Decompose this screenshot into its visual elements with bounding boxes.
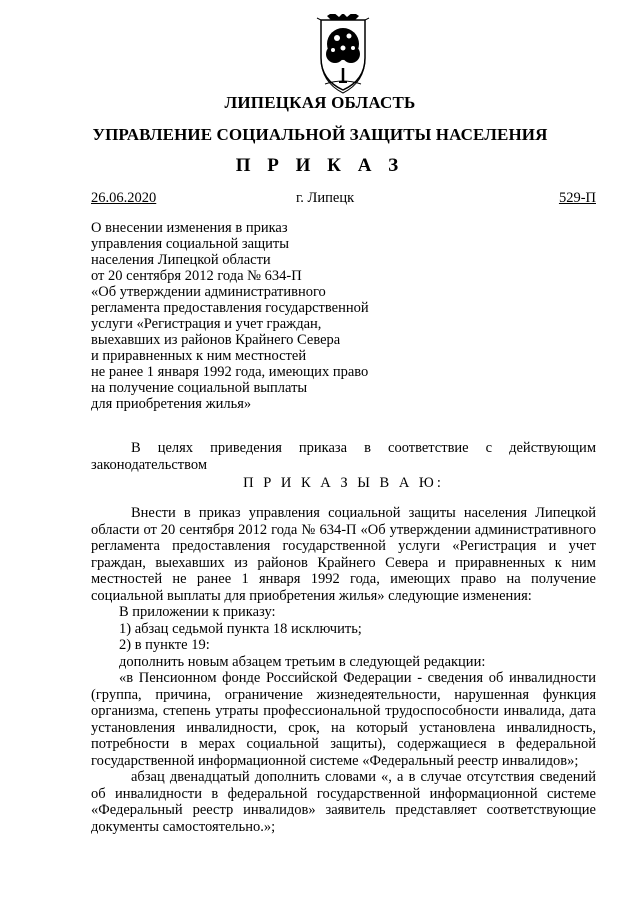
subject-line: населения Липецкой области xyxy=(91,252,271,268)
region-title: ЛИПЕЦКАЯ ОБЛАСТЬ xyxy=(224,93,416,112)
supplement-paragraph: дополнить новым абзацем третьим в следующей редакции: xyxy=(119,653,486,670)
twelfth-paragraph: абзац двенадцатый дополнить словами «, а в случае отсутствия сведений об инвалидности в федеральной государственной информационной системе «Федеральный реестр инвалидов» заявитель представляет соответствующие документы самостоятельно.»; xyxy=(91,769,596,835)
document-date: 26.06.2020 xyxy=(91,190,157,206)
order-word: П Р И К А З Ы В А Ю: xyxy=(243,475,444,491)
subject-line: и приравненных к ним местностей xyxy=(91,348,307,364)
document-city: г. Липецк xyxy=(296,190,355,206)
preamble-paragraph: В целях приведения приказа в соответствие с действующим законодательством xyxy=(91,440,596,473)
quote-paragraph: «в Пенсионном фонде Российской Федерации - сведения об инвалидности (группа, причина, ограничение жизнедеятельности, нарушенная функция организма, степень утраты профессиональной трудоспособности инвалида, дата установления инвалидности, срок, на который установлена инвалидность, потребности в мерах социальной защиты), содержащиеся в федеральной государственной информационной системе «Федеральный реестр инвалидов»; xyxy=(91,670,596,769)
subject-line: для приобретения жилья» xyxy=(91,396,252,412)
subject-line: на получение социальной выплаты xyxy=(91,380,308,396)
document-number: 529-П xyxy=(558,190,596,206)
order-subject xyxy=(91,220,431,412)
subject-line: регламента предоставления государственной xyxy=(91,300,369,316)
subject-line: О внесении изменения в приказ xyxy=(91,220,288,236)
subject-line: управления социальной защиты xyxy=(91,236,290,252)
main-paragraph: Внести в приказ управления социальной защиты населения Липецкой области от 20 сентября 2012 года № 634-П «Об утверждении административного регламента предоставления государственной услуги «Регистрация и учет граждан, выехавших из районов Крайнего Севера и приравненных к ним местностей не ранее 1 января 1992 года, имеющих право на получение социальной выплаты для приобретения жилья» следующие изменения: xyxy=(91,505,596,604)
item-2-paragraph: 2) в пункте 19: xyxy=(119,637,210,653)
subject-line: не ранее 1 января 1992 года, имеющих право xyxy=(91,364,369,380)
document-type: П Р И К А З xyxy=(235,155,405,176)
department-title: УПРАВЛЕНИЕ СОЦИАЛЬНОЙ ЗАЩИТЫ НАСЕЛЕНИЯ xyxy=(92,125,548,144)
subject-line: «Об утверждении административного xyxy=(91,284,326,300)
order-body xyxy=(91,505,596,835)
preamble-block xyxy=(91,440,596,492)
coat-of-arms-emblem xyxy=(315,14,371,94)
subject-line: от 20 сентября 2012 года № 634-П xyxy=(91,268,302,284)
subject-line: услуги «Регистрация и учет граждан, xyxy=(91,316,322,332)
subject-line: выехавших из районов Крайнего Севера xyxy=(91,332,341,348)
appendix-paragraph: В приложении к приказу: xyxy=(119,604,276,620)
item-1-paragraph: 1) абзац седьмой пункта 18 исключить; xyxy=(119,620,362,637)
